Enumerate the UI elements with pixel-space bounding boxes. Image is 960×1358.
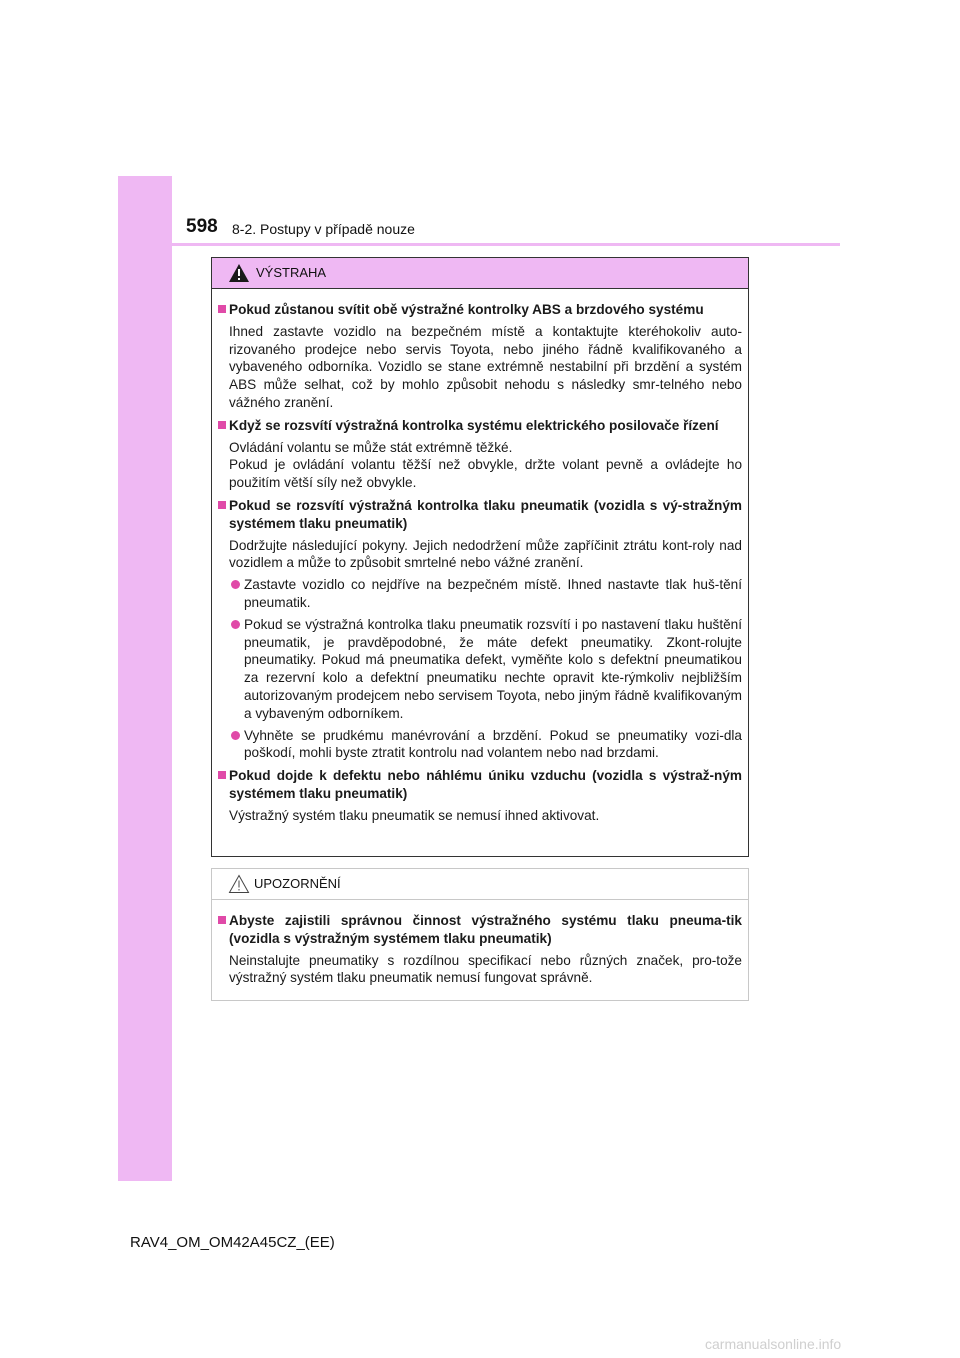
- warning-item-title: Pokud zůstanou svítit obě výstražné kontrolky ABS a brzdového systému: [229, 302, 704, 317]
- warning-item: [218, 497, 742, 762]
- square-bullet-icon: [218, 501, 226, 509]
- header-rule: [172, 243, 840, 246]
- notice-label: UPOZORNĚNÍ: [254, 876, 341, 891]
- page-number: 598: [186, 216, 218, 237]
- caution-triangle-outline-icon: [228, 874, 250, 894]
- notice-body: [212, 900, 748, 987]
- notice-box: [211, 868, 749, 1001]
- warning-item: [218, 301, 742, 412]
- round-bullet-icon: [231, 731, 240, 740]
- notice-item-text: Neinstalujte pneumatiky s rozdílnou specifikací nebo různých značek, pro-tože výstražný systém tlaku pneumatik nemusí fungovat správně.: [229, 952, 742, 986]
- warning-body: [212, 289, 748, 825]
- warning-box-header: [212, 258, 748, 289]
- notice-item: [218, 912, 742, 987]
- warning-item-text: Dodržujte následující pokyny. Jejich nedodržení může zapříčinit ztrátu kont-roly nad vozidlem a může to způsobit smrtelné nebo vážné zranění.: [229, 537, 742, 571]
- round-bullet-item: [229, 576, 742, 612]
- warning-item: [218, 767, 742, 824]
- notice-box-header: [212, 869, 748, 900]
- warning-item-text: Ovládání volantu se může stát extrémně těžké.: [229, 439, 513, 455]
- warning-item-text: Pokud je ovládání volantu těžší než obvykle, držte volant pevně a ovládejte ho použitím větší síly než obvykle.: [229, 457, 742, 491]
- section-title: 8-2. Postupy v případě nouze: [232, 221, 415, 237]
- round-bullet-item: [229, 616, 742, 723]
- warning-item-text: Ihned zastavte vozidlo na bezpečném místě a kontaktujte kteréhokoliv auto-rizovaného prodejce nebo servis Toyota, nebo jiného řádně kvalifikovaného a vybaveného odborníka. Vozidlo se stane extrémně nestabilní při brzdění a systém ABS může selhat, což by mohlo způsobit nehodu s následky smr-telného nebo vážného zranění.: [229, 323, 742, 410]
- warning-triangle-icon: [228, 263, 250, 283]
- bullet-text: Zastavte vozidlo co nejdříve na bezpečném místě. Ihned nastavte tlak huš-tění pneumatik.: [244, 577, 742, 610]
- square-bullet-icon: [218, 771, 226, 779]
- square-bullet-icon: [218, 305, 226, 313]
- warning-label: VÝSTRAHA: [256, 265, 327, 280]
- side-tab-band: [118, 176, 172, 1181]
- round-bullet-icon: [231, 580, 240, 589]
- bullet-text: Vyhněte se prudkému manévrování a brzdění. Pokud se pneumatiky vozi-dla poškodí, mohli byste ztratit kontrolu nad volantem nebo nad brzdami.: [244, 727, 742, 761]
- warning-item: [218, 417, 742, 492]
- bullet-text: Pokud se výstražná kontrolka tlaku pneumatik rozsvítí i po nastavení tlaku huštění pneumatik, je pravděpodobné, že máte defekt pneumatiky. Zkont-rolujte pneumatiky. Pokud má pneumatika defekt, vyměňte kolo s defektní pneumatikou za rezervní kolo a defektní pneumatiku nechte opravit kte-rýmkoliv nejbližším autorizovaným prodejcem nebo servisem Toyota, nebo jiným řádně kvalifikovaným a vybaveným odborníkem.: [244, 616, 742, 721]
- notice-item-title: Abyste zajistili správnou činnost výstražného systému tlaku pneuma-tik (vozidla s výstražným systémem tlaku pneumatik): [229, 913, 742, 946]
- square-bullet-icon: [218, 421, 226, 429]
- watermark[interactable]: carmanualsonline.info: [705, 1336, 842, 1352]
- warning-box: [211, 257, 749, 857]
- square-bullet-icon: [218, 916, 226, 924]
- round-bullet-item: [229, 727, 742, 763]
- round-bullet-icon: [231, 620, 240, 629]
- warning-item-title: Pokud se rozsvítí výstražná kontrolka tlaku pneumatik (vozidla s vý-stražným systémem tlaku pneumatik): [229, 497, 742, 531]
- document-code: RAV4_OM_OM42A45CZ_(EE): [130, 1234, 335, 1251]
- warning-item-title: Pokud dojde k defektu nebo náhlému úniku vzduchu (vozidla s výstraž-ným systémem tlaku pneumatik): [229, 768, 742, 801]
- warning-item-text: Výstražný systém tlaku pneumatik se nemusí ihned aktivovat.: [229, 807, 600, 823]
- warning-item-title: Když se rozsvítí výstražná kontrolka systému elektrického posilovače řízení: [229, 417, 719, 433]
